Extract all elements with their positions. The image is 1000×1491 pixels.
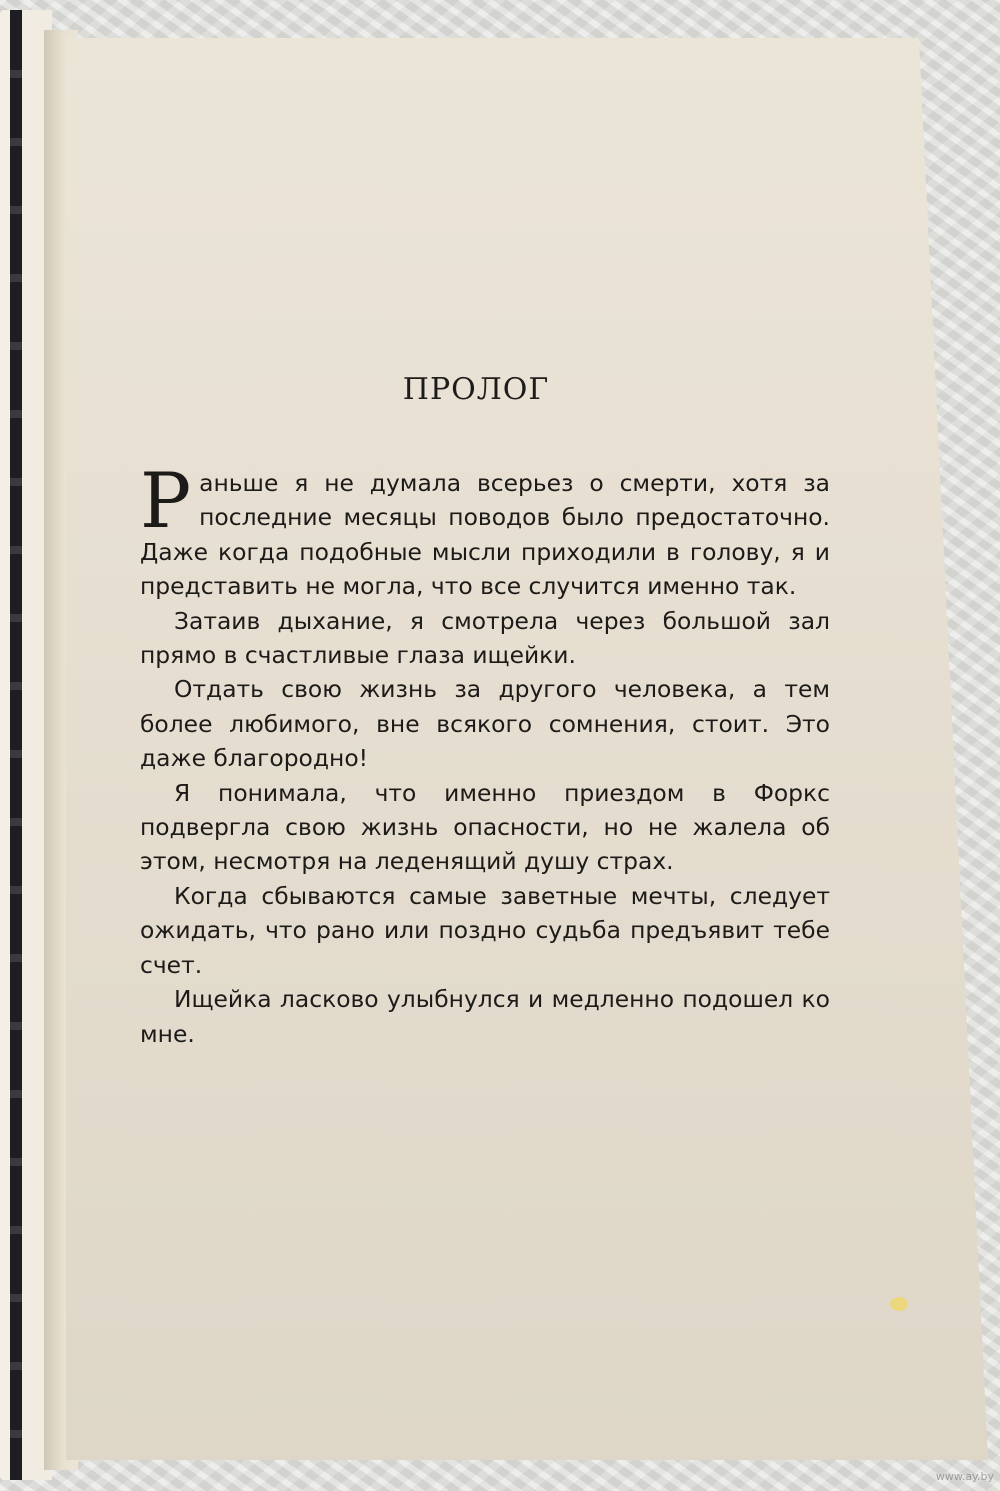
chapter-title: ПРОЛОГ bbox=[402, 372, 550, 407]
paragraph-1: Раньше я не думала всерьез о смерти, хотя за последние месяцы поводов было предостаточно. Даже когда подобные мысли приходили в голову, я и представить не могла, что все случится именно так. bbox=[140, 456, 830, 601]
paragraph-3: Отдать свою жизнь за другого человека, а тем более любимого, вне всякого сомнения, стоит. Это даже благородно! bbox=[140, 675, 830, 773]
drop-cap: Р bbox=[140, 456, 192, 545]
watermark: www.ay.by bbox=[935, 1470, 994, 1483]
paragraph-5: Когда сбываются самые заветные мечты, следует ожидать, что рано или поздно судьба предъявит тебе счет. bbox=[140, 881, 830, 979]
paragraph-4: Я понимала, что именно приездом в Форкс подвергла свою жизнь опасности, но не жалела об этом, несмотря на леденящий душу страх. bbox=[140, 778, 830, 876]
page-stain bbox=[890, 1297, 908, 1311]
paragraph-6: Ищейка ласково улыбнулся и медленно подошел ко мне. bbox=[140, 985, 830, 1048]
paragraph-2: Затаив дыхание, я смотрела через большой зал прямо в счастливые глаза ищейки. bbox=[140, 606, 830, 670]
body-text bbox=[140, 456, 830, 1051]
